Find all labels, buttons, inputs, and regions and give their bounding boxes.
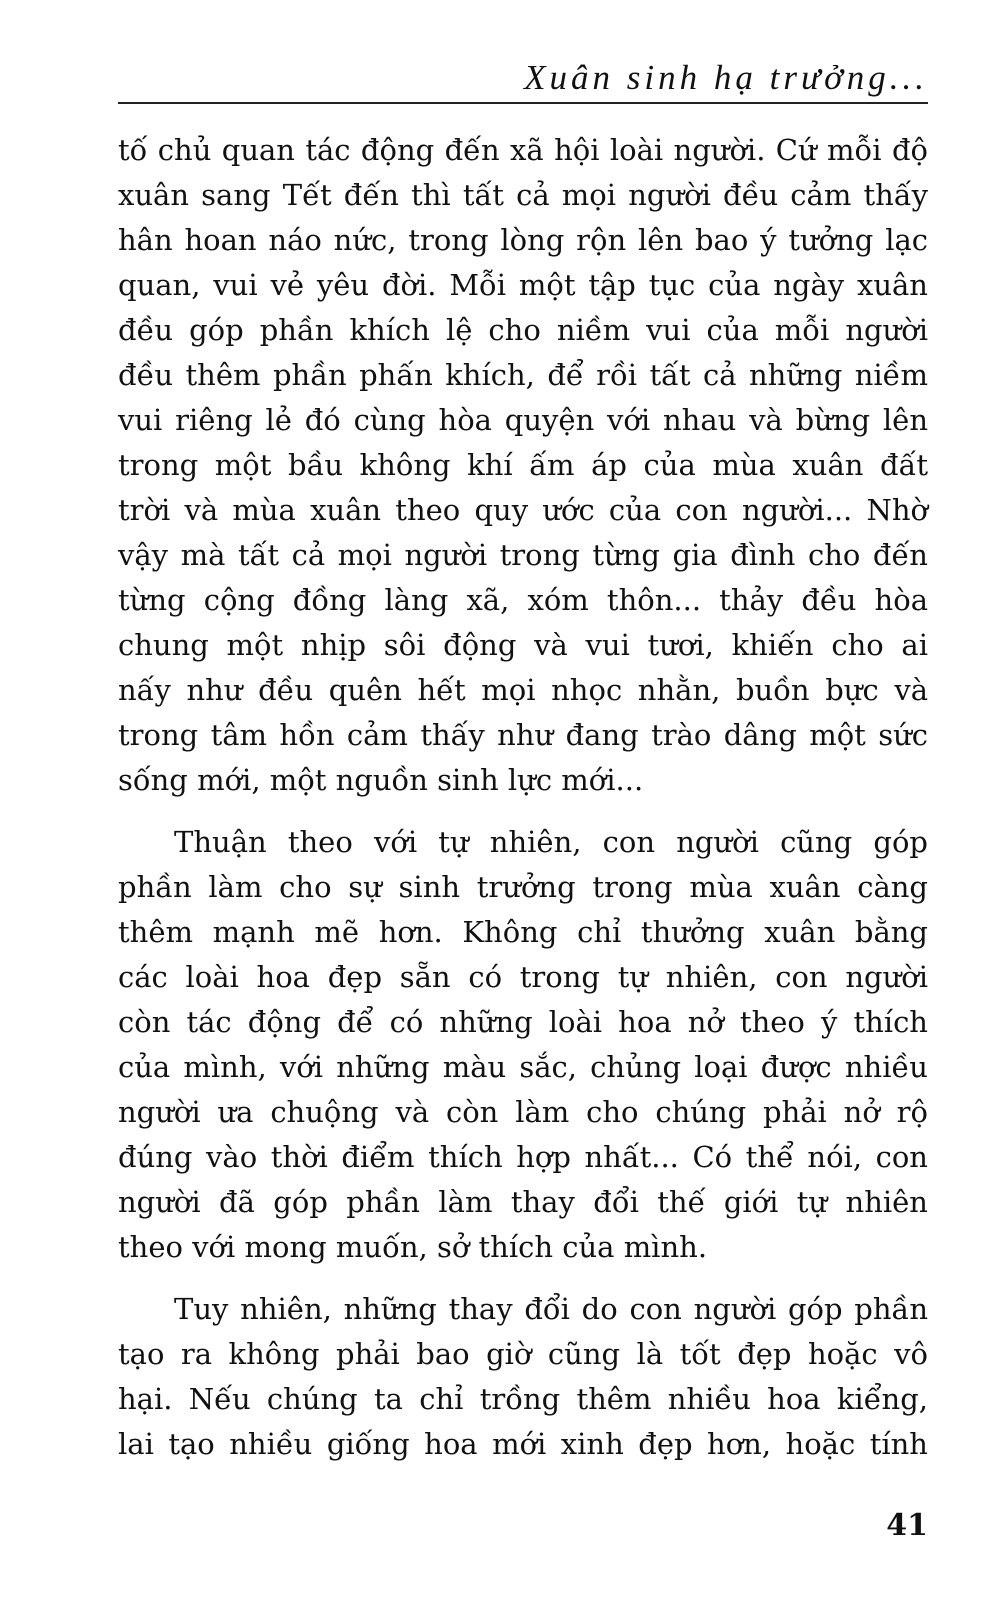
text-line: quan, vui vẻ yêu đời. Mỗi một tập tục của ngày xuân <box>118 268 928 302</box>
body-text <box>118 128 928 1467</box>
paragraph-gap <box>118 803 928 820</box>
text-line: tạo ra không phải bao giờ cũng là tốt đẹp hoặc vô <box>118 1337 928 1371</box>
text-line: đúng vào thời điểm thích hợp nhất... Có thể nói, con <box>118 1140 928 1174</box>
text-line: hân hoan náo nức, trong lòng rộn lên bao ý tưởng lạc <box>118 223 928 257</box>
text-line: phần làm cho sự sinh trưởng trong mùa xuân càng <box>118 870 928 904</box>
text-line: từng cộng đồng làng xã, xóm thôn... thảy đều hòa <box>118 583 928 617</box>
text-line: thêm mạnh mẽ hơn. Không chỉ thưởng xuân bằng <box>118 915 928 949</box>
running-header-title: Xuân sinh hạ trưởng... <box>524 58 928 97</box>
text-line: vui riêng lẻ đó cùng hòa quyện với nhau và bừng lên <box>118 403 928 437</box>
text-line: trong tâm hồn cảm thấy như đang trào dâng một sức <box>118 718 928 752</box>
text-line: của mình, với những màu sắc, chủng loại được nhiều <box>118 1050 928 1084</box>
header-divider <box>118 102 928 104</box>
page-number: 41 <box>886 1508 928 1543</box>
text-line: Tuy nhiên, những thay đổi do con người góp phần <box>174 1292 928 1326</box>
paragraph-gap <box>118 1270 928 1287</box>
text-line: các loài hoa đẹp sẵn có trong tự nhiên, con người <box>118 960 928 994</box>
text-line: nấy như đều quên hết mọi nhọc nhằn, buồn bực và <box>118 673 928 707</box>
text-line: vậy mà tất cả mọi người trong từng gia đình cho đến <box>118 538 928 572</box>
text-line: xuân sang Tết đến thì tất cả mọi người đều cảm thấy <box>118 178 928 212</box>
text-line: chung một nhịp sôi động và vui tươi, khiến cho ai <box>118 628 928 662</box>
text-line: Thuận theo với tự nhiên, con người cũng góp <box>174 825 928 859</box>
text-line: trời và mùa xuân theo quy ước của con người... Nhờ <box>118 493 928 527</box>
text-line: còn tác động để có những loài hoa nở theo ý thích <box>118 1005 928 1039</box>
paragraph-1 <box>118 128 928 803</box>
text-line: sống mới, một nguồn sinh lực mới... <box>118 763 644 797</box>
text-line: lai tạo nhiều giống hoa mới xinh đẹp hơn, hoặc tính <box>118 1427 928 1461</box>
paragraph-3 <box>118 1287 928 1467</box>
paragraph-2 <box>118 820 928 1270</box>
text-line: đều góp phần khích lệ cho niềm vui của mỗi người <box>118 313 928 347</box>
text-line: trong một bầu không khí ấm áp của mùa xuân đất <box>118 448 928 482</box>
text-line: hại. Nếu chúng ta chỉ trồng thêm nhiều hoa kiểng, <box>118 1382 928 1416</box>
text-line: người đã góp phần làm thay đổi thế giới tự nhiên <box>118 1185 928 1219</box>
text-line: theo với mong muốn, sở thích của mình. <box>118 1230 708 1264</box>
text-line: người ưa chuộng và còn làm cho chúng phải nở rộ <box>118 1095 928 1129</box>
text-line: đều thêm phần phấn khích, để rồi tất cả những niềm <box>118 358 928 392</box>
text-line: tố chủ quan tác động đến xã hội loài người. Cứ mỗi độ <box>118 133 928 167</box>
